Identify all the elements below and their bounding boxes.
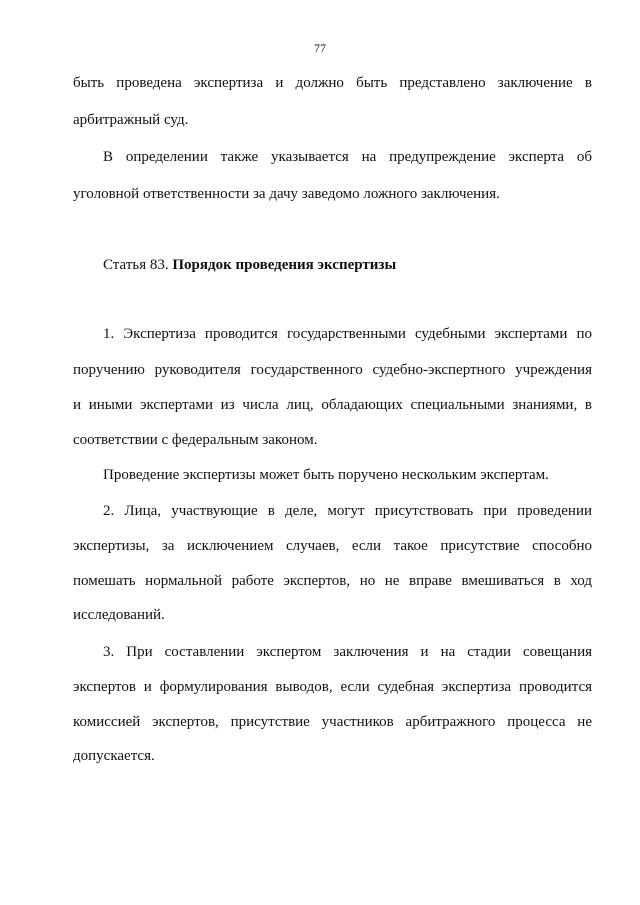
text-line: быть проведена экспертиза и должно быть представлено заключение в (73, 75, 592, 91)
article-title: Порядок проведения экспертизы (172, 257, 397, 273)
text-line: экспертизы, за исключением случаев, если такое присутствие способно (73, 538, 592, 554)
article-number: Статья 83. (103, 257, 169, 273)
text-line: уголовной ответственности за дачу заведомо ложного заключения. (73, 186, 500, 202)
text-line: исследований. (73, 607, 165, 623)
text-line: помешать нормальной работе экспертов, но не вправе вмешиваться в ход (73, 573, 592, 589)
text-line: В определении также указывается на предупреждение эксперта об (103, 149, 592, 165)
text-line: комиссией экспертов, присутствие участников арбитражного процесса не (73, 714, 592, 730)
text-line: 3. При составлении экспертом заключения и на стадии совещания (103, 644, 592, 660)
text-line: 2. Лица, участвующие в деле, могут присутствовать при проведении (103, 503, 592, 519)
article-heading (103, 255, 396, 275)
text-line: Проведение экспертизы может быть поручено нескольким экспертам. (103, 467, 549, 483)
text-line: поручению руководителя государственного судебно-экспертного учреждения (73, 362, 592, 378)
text-line: соответствии с федеральным законом. (73, 432, 318, 448)
text-line: арбитражный суд. (73, 112, 189, 128)
text-line: экспертов и формулирования выводов, если судебная экспертиза проводится (73, 679, 592, 695)
text-line: 1. Экспертиза проводится государственными судебными экспертами по (103, 326, 592, 342)
text-line: допускается. (73, 748, 155, 764)
text-line: и иными экспертами из числа лиц, обладающих специальными знаниями, в (73, 397, 592, 413)
page-number: 77 (314, 41, 326, 55)
